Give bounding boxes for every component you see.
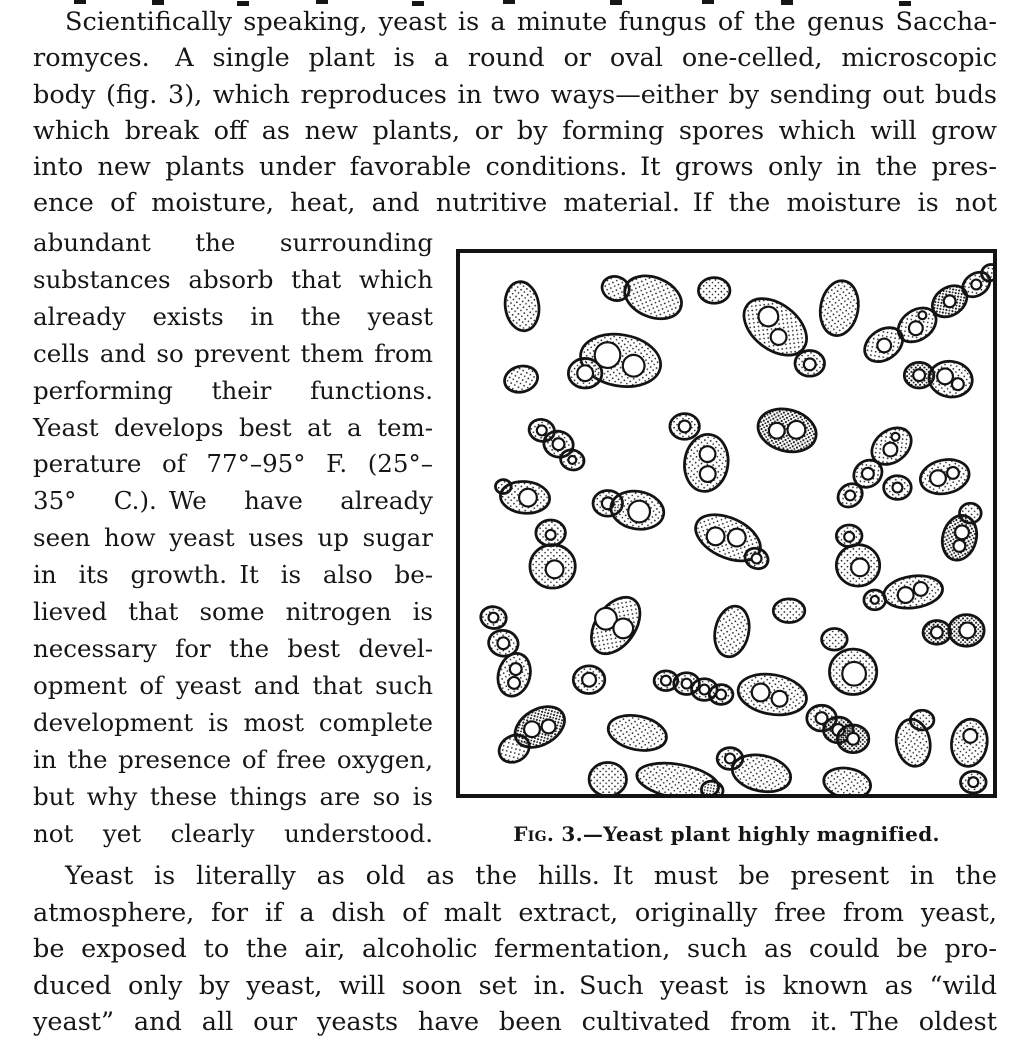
cell-vacuole: [946, 466, 960, 480]
text-line: Scientifically speaking, yeast is a minute fungus of the genus Saccha-: [65, 7, 997, 37]
cell-vacuole: [871, 596, 879, 604]
yeast-cell: [589, 762, 626, 794]
yeast-cell: [579, 587, 650, 663]
text-line: atmosphere, for if a dish of malt extract, originally free from yeast,: [33, 897, 997, 928]
cell-vacuole: [968, 777, 978, 787]
text-line: substances absorb that which: [33, 264, 433, 294]
cell-vacuole: [804, 358, 816, 370]
cell-vacuole: [963, 728, 979, 744]
cell-vacuole: [716, 690, 726, 700]
cell-vacuole: [546, 530, 556, 540]
yeast-cell: [917, 455, 972, 498]
text-line: into new plants under favorable conditions. It grows only in the pres-: [33, 152, 997, 183]
yeast-cell: [864, 590, 886, 610]
text-line: not yet clearly understood.: [33, 818, 433, 848]
cell-vacuole: [546, 560, 564, 578]
text-line: but why these things are so is: [33, 781, 433, 811]
paragraph-intro: [33, 4, 997, 222]
text-line: necessary for the best devel-: [33, 633, 433, 663]
yeast-cell: [698, 278, 730, 304]
yeast-cell: [949, 717, 991, 769]
cell-vacuole: [893, 483, 903, 493]
yeast-cell: [795, 351, 825, 377]
yeast-cell: [816, 278, 862, 339]
yeast-cell: [836, 545, 879, 586]
yeast-cell: [502, 279, 542, 332]
cell-vacuole: [842, 662, 866, 686]
cell-vacuole: [851, 558, 869, 576]
text-line: lieved that some nitrogen is: [33, 597, 433, 627]
text-line: Yeast develops best at a tem-: [33, 412, 433, 442]
text-line: yeast” and all our yeasts have been cultivated from it. The oldest: [33, 1007, 997, 1038]
yeast-cell: [502, 362, 541, 395]
figure-canvas: [460, 253, 993, 794]
cell-vacuole: [951, 377, 964, 390]
text-line: in its growth. It is also be-: [33, 560, 433, 590]
yeast-cell: [568, 358, 601, 388]
cell-vacuole: [577, 365, 593, 381]
text-line: abundant the surrounding: [33, 228, 433, 257]
yeast-cell: [605, 710, 670, 755]
cell-vacuole: [913, 581, 929, 597]
text-line: cells and so prevent them from: [33, 338, 433, 368]
yeast-cell: [479, 605, 508, 631]
text-line: which break off as new plants, or by forming spores which will grow: [33, 115, 997, 146]
text-line: Yeast is literally as old as the hills. It must be present in the: [65, 861, 997, 891]
yeast-cell: [927, 359, 975, 400]
text-line: body (fig. 3), which reproduces in two ways—either by sending out buds: [33, 79, 997, 110]
text-line: romyces. A single plant is a round or oval one-celled, microscopic: [33, 43, 997, 74]
yeast-cell: [884, 476, 912, 500]
yeast-cell: [618, 268, 688, 327]
yeast-cell: [670, 414, 700, 440]
yeast-cell: [536, 520, 566, 546]
text-line: 35° C.). We have already: [33, 486, 433, 516]
yeast-cell: [960, 771, 986, 793]
yeast-cell: [822, 628, 848, 650]
cell-vacuole: [661, 676, 671, 686]
yeast-cell: [882, 572, 945, 611]
yeast-cell: [709, 685, 733, 705]
cell-vacuole: [679, 421, 691, 433]
text-line: performing their functions.: [33, 375, 433, 405]
cell-vacuole: [682, 679, 692, 689]
yeast-cell: [573, 666, 605, 694]
cell-vacuole: [960, 623, 976, 639]
text-line: seen how yeast uses up sugar: [33, 523, 433, 553]
figure-caption-text: —Yeast plant highly magnified.: [582, 822, 940, 846]
cell-vacuole: [931, 626, 943, 638]
yeast-cell: [681, 432, 732, 495]
yeast-cell: [837, 725, 869, 753]
yeast-cell: [773, 599, 805, 623]
text-line: duced only by yeast, will soon set in. Such yeast is known as “wild: [33, 970, 997, 1001]
yeast-cell: [710, 603, 753, 660]
yeast-cell: [753, 403, 821, 458]
yeast-cell: [493, 650, 535, 700]
paragraph-bottom: [33, 858, 997, 1040]
cell-vacuole: [567, 455, 577, 465]
figure-caption-label: Fig. 3.: [513, 822, 583, 846]
text-line: be exposed to the air, alcoholic fermentation, such as could be pro-: [33, 934, 997, 965]
cell-vacuole: [518, 488, 537, 507]
cell-vacuole: [913, 369, 925, 381]
text-line: ence of moisture, heat, and nutritive material. If the moisture is not: [33, 188, 997, 219]
cell-vacuole: [699, 465, 717, 483]
yeast-cell: [735, 669, 810, 720]
text-line: perature of 77°–95° F. (25°–: [33, 449, 433, 479]
cell-vacuole: [699, 685, 709, 695]
cell-vacuole: [897, 586, 915, 604]
text-line: development is most complete: [33, 707, 433, 737]
cell-vacuole: [497, 636, 511, 650]
yeast-cell: [530, 545, 575, 588]
yeast-cell: [923, 621, 951, 645]
figure-frame: [456, 249, 997, 798]
cell-vacuole: [847, 733, 859, 745]
left-column: [33, 225, 433, 852]
text-line: opment of yeast and that such: [33, 670, 433, 700]
yeast-cell: [949, 615, 984, 647]
cell-vacuole: [582, 673, 596, 687]
cell-vacuole: [844, 532, 854, 542]
cell-vacuole: [488, 612, 499, 623]
figure-caption: [456, 822, 997, 846]
cell-vacuole: [699, 445, 717, 463]
text-line: already exists in the yeast: [33, 301, 433, 331]
yeast-cell: [829, 649, 876, 694]
yeast-cell: [499, 480, 551, 516]
yeast-cell: [821, 764, 873, 794]
clipped-line-fragments: [0, 0, 12, 5]
text-line: in the presence of free oxygen,: [33, 744, 433, 774]
